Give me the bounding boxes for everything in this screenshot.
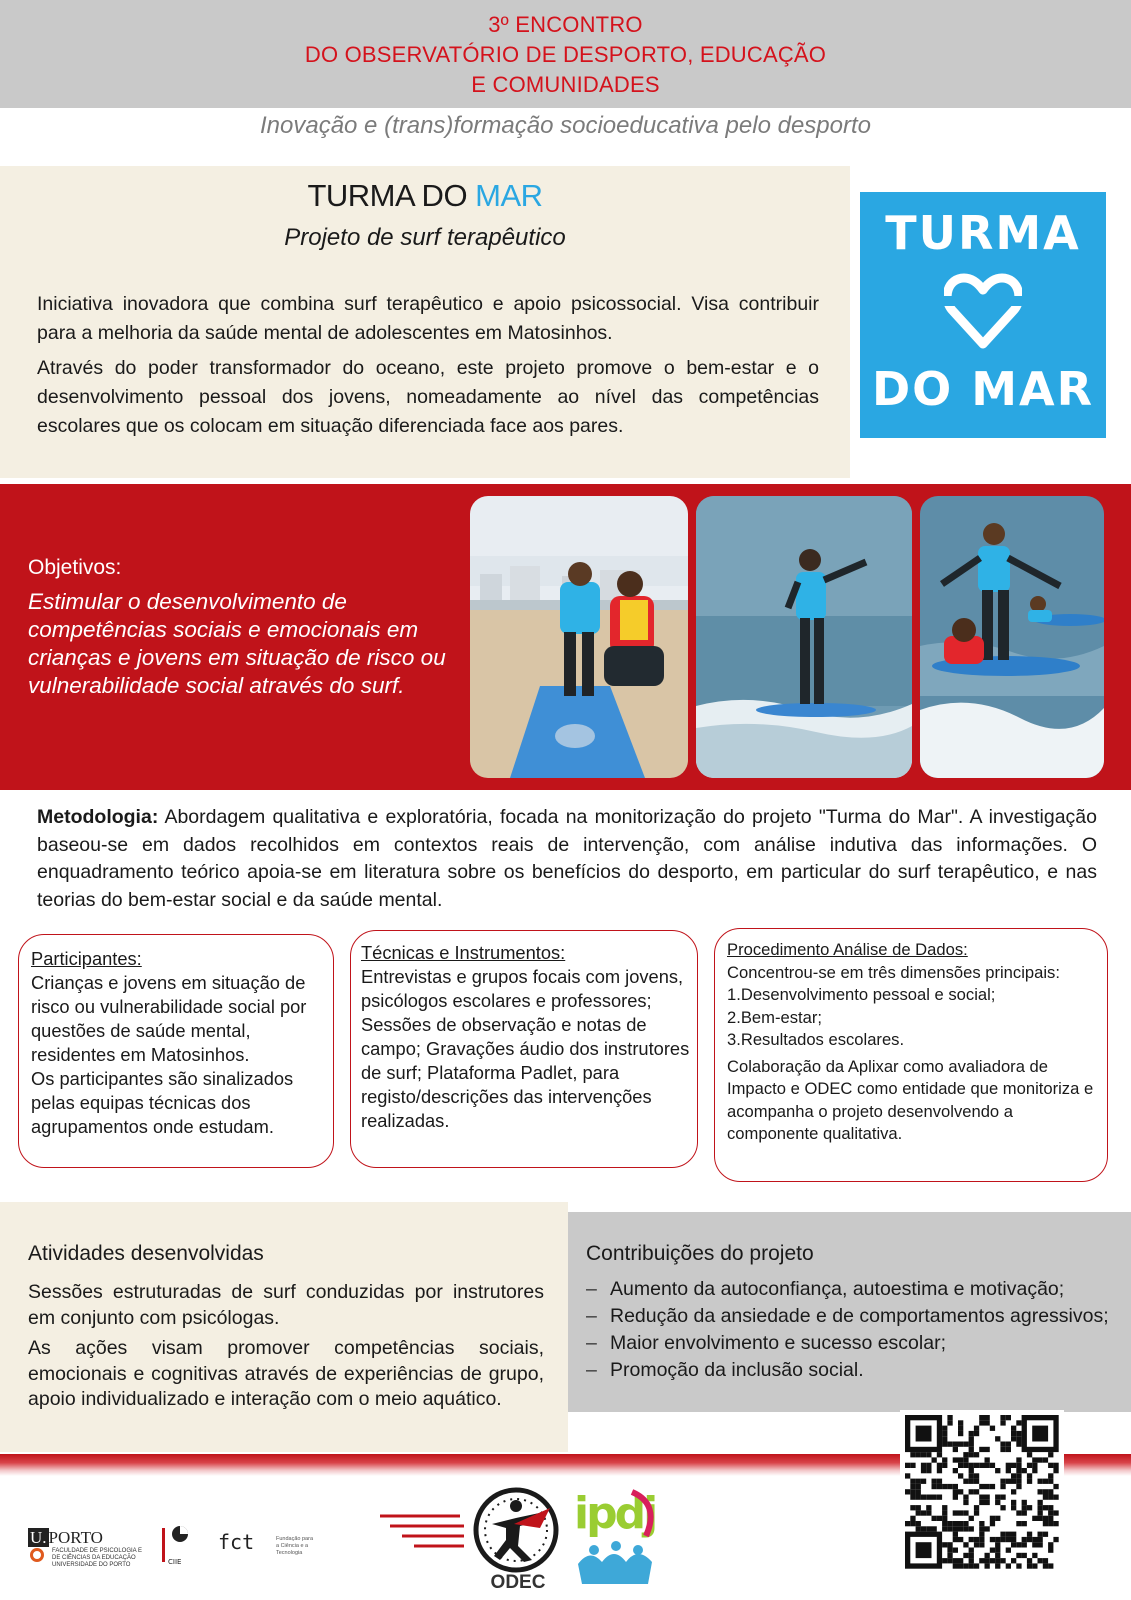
ciie-label: CIIE: [168, 1558, 182, 1566]
project-title: [0, 178, 850, 214]
procedure-item: 2.Bem-estar;: [727, 1007, 822, 1027]
project-title-plain: TURMA DO: [307, 178, 476, 213]
procedure-title: Procedimento Análise de Dados:: [727, 940, 968, 959]
procedure-item: 1.Desenvolvimento pessoal e social;: [727, 985, 996, 1004]
procedure-box: [714, 928, 1108, 1182]
header-line-1: 3º ENCONTRO: [488, 12, 643, 37]
intro-paragraph-2: Através do poder transformador do oceano, este projeto promove o bem-estar e o desenvolvimento pessoal dos jovens, nomeadamente ao nível das competências escolares que os colocam em situação diferenciada face aos pares.: [37, 357, 819, 437]
methodology-label: Metodologia:: [37, 806, 159, 828]
qr-code[interactable]: [900, 1410, 1064, 1572]
photo-surf-lesson-beach: [470, 496, 688, 778]
header-line-3: E COMUNIDADES: [471, 72, 660, 97]
header-line-2: DO OBSERVATÓRIO DE DESPORTO, EDUCAÇÃO: [304, 42, 827, 67]
activities-section: [0, 1202, 568, 1452]
fct-wordmark: fct: [218, 1530, 255, 1554]
procedure-closing: Colaboração da Aplixar como avaliadora de Impacto e ODEC como entidade que monitoriza e acompanha o projeto desenvolvendo a componente qualitativa.: [727, 1056, 1094, 1143]
contribution-item: – Promoção da inclusão social.: [586, 1357, 1126, 1384]
intro-section: [0, 166, 850, 478]
participants-box: [18, 934, 334, 1168]
ipdj-wordmark: ipdj: [574, 1488, 656, 1539]
activities-paragraph-1: Sessões estruturadas de surf conduzidas por instrutores em conjunto com psicólogas.: [28, 1281, 544, 1329]
procedure-intro: Concentrou-se em três dimensões principais:: [727, 962, 1060, 982]
fct-logo: [218, 1530, 314, 1564]
ipdj-logo: [572, 1484, 664, 1588]
objectives-label: Objetivos:: [28, 556, 122, 579]
activities-paragraph-2: As ações visam promover competências sociais, emocionais e cognitivas através de experiências de grupo, apoio individualizado e interação com o meio aquático.: [28, 1337, 544, 1410]
contribution-item: – Redução da ansiedade e de comportamentos agressivos;: [586, 1303, 1126, 1330]
activities-title: Atividades desenvolvidas: [28, 1242, 264, 1265]
contribution-item: – Maior envolvimento e sucesso escolar;: [586, 1330, 1126, 1357]
heart-icon: [944, 270, 1022, 350]
photo-surfers-with-instructor: [920, 496, 1104, 778]
techniques-title: Técnicas e Instrumentos:: [361, 942, 566, 963]
objectives-text: Estimular o desenvolvimento de competências sociais e emocionais em crianças e jovens em situação de risco ou vulnerabilidade social através do surf.: [28, 589, 446, 698]
fct-subtext: Fundação para a Ciência e a Tecnologia: [276, 1536, 313, 1556]
ciie-logo: [160, 1524, 194, 1568]
techniques-text: Entrevistas e grupos focais com jovens, psicólogos escolares e professores; Sessões de observação e notas de campo; Gravações áudio dos instrutores de surf; Plataforma Padlet, para registo/descrições das intervenções realizadas.: [361, 966, 690, 1131]
intro-paragraph-1: Iniciativa inovadora que combina surf terapêutico e apoio psicossocial. Visa contribuir para a melhoria da saúde mental de adolescentes em Matosinhos.: [37, 293, 819, 344]
uporto-faculty-text: FACULDADE DE PSICOLOGIA E DE CIÊNCIAS DA EDUCAÇÃO UNIVERSIDADE DO PORTO: [52, 1548, 143, 1568]
uporto-wordmark: U. PORTO: [30, 1528, 103, 1547]
techniques-box: [350, 930, 698, 1168]
turma-do-mar-logo: [860, 192, 1106, 438]
logo-line-1: TURMA: [885, 206, 1081, 260]
photo-surfer-wave: [696, 496, 912, 778]
project-title-accent: MAR: [475, 178, 543, 213]
event-subtitle: Inovação e (trans)formação socioeducativa pelo desporto: [259, 112, 871, 139]
methodology-text: Abordagem qualitativa e exploratória, focada na monitorização do projeto "Turma do Mar". A investigação baseou-se em dados recolhidos em contextos reais de intervenção, com análise indutiva das informações. O enquadramento teórico apoia-se em literatura sobre os benefícios do desporto, em particular do surf terapêutico, e nas teorias do bem-estar social e da saúde mental.: [37, 806, 1097, 911]
contributions-list: [586, 1276, 1126, 1384]
header-banner: [0, 0, 1131, 108]
uporto-fpce-logo: [28, 1528, 148, 1570]
participants-text-2: Os participantes são sinalizados pelas equipas técnicas dos agrupamentos onde estudam.: [31, 1068, 294, 1137]
uporto-circle-icon: [30, 1548, 44, 1562]
participants-title: Participantes:: [31, 948, 142, 969]
contributions-section: [568, 1212, 1131, 1412]
procedure-item: 3.Resultados escolares.: [727, 1030, 905, 1049]
project-subtitle: Projeto de surf terapêutico: [284, 224, 566, 251]
contributions-title: Contribuições do projeto: [586, 1242, 814, 1265]
logo-line-2: DO MAR: [871, 362, 1095, 416]
methodology-paragraph: [37, 804, 1097, 914]
odec-label: ODEC: [490, 1572, 546, 1593]
contribution-item: – Aumento da autoconfiança, autoestima e motivação;: [586, 1276, 1126, 1303]
participants-text-1: Crianças e jovens em situação de risco ou vulnerabilidade social por questões de saúde mental, residentes em Matosinhos.: [31, 972, 307, 1065]
